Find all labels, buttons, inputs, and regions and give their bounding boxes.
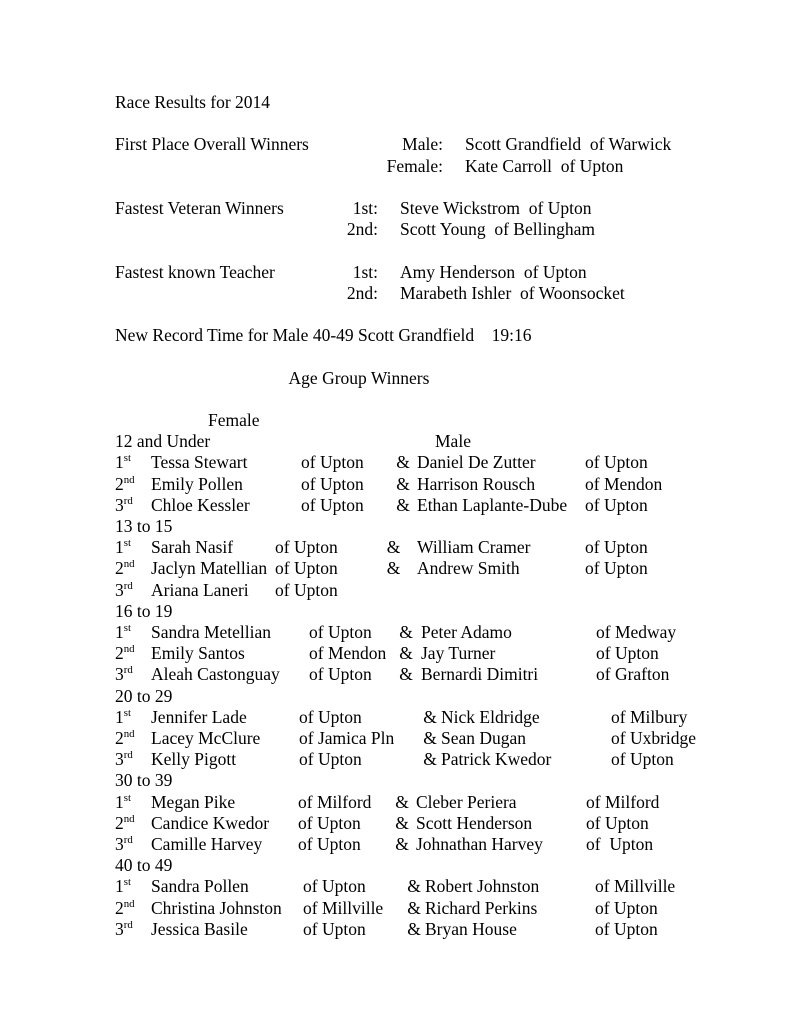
age-group-results xyxy=(115,431,715,940)
female-winner-name: Sandra Metellian xyxy=(151,621,272,642)
teacher-label-spacer xyxy=(115,283,320,304)
male-winner-name: Robert Johnston xyxy=(425,876,540,897)
female-winner-name: Emily Pollen xyxy=(151,473,243,494)
ampersand-separator: & xyxy=(399,664,413,685)
female-winner-town: of Mendon xyxy=(309,643,387,664)
place-number: 1 xyxy=(115,706,124,727)
female-winner-town: of Upton xyxy=(309,621,372,642)
age-group xyxy=(115,855,715,940)
place-number: 1 xyxy=(115,537,124,558)
male-winner-name: Andrew Smith xyxy=(417,558,520,579)
ampersand-separator: & xyxy=(395,791,409,812)
age-group-title: 20 to 29 xyxy=(115,685,173,706)
female-winner-name: Jennifer Lade xyxy=(151,706,247,727)
first-place-block xyxy=(115,134,715,176)
ampersand-separator: & xyxy=(423,727,437,748)
ampersand-separator: & xyxy=(423,706,437,727)
female-winner-name: Megan Pike xyxy=(151,791,236,812)
teacher-row-first xyxy=(115,262,715,283)
female-winner-town: of Upton xyxy=(299,706,362,727)
female-winner-name: Sandra Pollen xyxy=(151,876,249,897)
male-winner-name: Peter Adamo xyxy=(421,621,512,642)
female-winner-town: of Upton xyxy=(303,918,366,939)
age-group-title: 40 to 49 xyxy=(115,855,173,876)
teacher-row-second xyxy=(115,283,715,304)
column-header-male: Male xyxy=(435,431,471,452)
age-group xyxy=(115,516,715,601)
ampersand-separator: & xyxy=(407,897,421,918)
place-number: 3 xyxy=(115,834,124,854)
veteran-row-first xyxy=(115,198,715,219)
male-winner-town: of Upton xyxy=(586,812,649,833)
place-ordinal xyxy=(115,707,151,728)
place-ordinal xyxy=(115,813,151,834)
document-body xyxy=(115,92,715,940)
place-ordinal xyxy=(115,558,151,579)
place-number: 2 xyxy=(115,558,124,579)
first-place-label: First Place Overall Winners xyxy=(115,134,309,155)
veteran-label-spacer xyxy=(115,219,320,240)
place-number: 2 xyxy=(115,473,124,494)
result-row xyxy=(115,919,715,940)
place-suffix: nd xyxy=(123,728,135,741)
male-winner-name: Bryan House xyxy=(425,918,517,939)
male-winner-name: Jay Turner xyxy=(421,643,496,664)
ampersand-separator: & xyxy=(407,918,421,939)
female-winner-name: Lacey McClure xyxy=(151,727,261,748)
age-group-winners-title: Age Group Winners xyxy=(288,367,430,388)
first-place-value-female: Kate Carroll of Upton xyxy=(465,155,624,176)
age-group xyxy=(115,770,715,855)
female-winner-town: of Upton xyxy=(301,452,364,473)
female-winner-name: Sarah Nasif xyxy=(151,537,234,558)
veteran-value-first: Steve Wickstrom of Upton xyxy=(400,197,592,218)
place-number: 3 xyxy=(115,494,124,515)
result-row xyxy=(115,749,715,770)
female-winner-name: Tessa Stewart xyxy=(151,452,248,473)
place-number: 2 xyxy=(115,812,124,833)
place-ordinal xyxy=(115,622,151,643)
first-place-row-male xyxy=(115,134,715,155)
male-winner-town: of Upton xyxy=(585,558,648,579)
teacher-value-second: Marabeth Ishler of Woonsocket xyxy=(400,282,625,303)
veteran-label: Fastest Veteran Winners xyxy=(115,197,284,218)
ampersand-separator: & xyxy=(399,643,413,664)
male-winner-town: of Milbury xyxy=(611,706,688,727)
male-winner-name: Richard Perkins xyxy=(425,897,538,918)
veteran-value-second: Scott Young of Bellingham xyxy=(400,219,595,240)
place-number: 2 xyxy=(115,897,124,918)
male-winner-name: Nick Eldridge xyxy=(441,706,540,727)
place-ordinal xyxy=(115,834,151,855)
column-header-female: Female xyxy=(208,409,260,430)
result-row xyxy=(115,643,715,664)
male-winner-name: Harrison Rousch xyxy=(417,473,536,494)
male-winner-town: of Grafton xyxy=(596,664,670,685)
male-winner-name: Johnathan Harvey xyxy=(416,834,543,854)
place-suffix: rd xyxy=(123,834,133,847)
ampersand-separator: & xyxy=(396,473,410,494)
male-winner-town: of Upton xyxy=(611,749,674,770)
place-ordinal xyxy=(115,898,151,919)
place-number: 1 xyxy=(115,452,124,473)
place-ordinal xyxy=(115,728,151,749)
male-winner-town: of Upton xyxy=(586,834,654,854)
place-suffix: rd xyxy=(123,579,133,592)
male-winner-town: of Upton xyxy=(595,918,658,939)
female-winner-name: Aleah Castonguay xyxy=(151,664,280,685)
age-group xyxy=(115,431,715,516)
ampersand-separator: & xyxy=(407,876,421,897)
first-place-label-spacer xyxy=(115,156,357,177)
spacer xyxy=(115,346,715,367)
female-winner-town: of Upton xyxy=(309,664,372,685)
place-ordinal xyxy=(115,537,151,558)
age-group-title: 12 and Under xyxy=(115,431,211,452)
male-winner-town: of Milford xyxy=(586,791,660,812)
result-row xyxy=(115,792,715,813)
first-place-key-male: Male: xyxy=(402,134,443,155)
female-winner-name: Chloe Kessler xyxy=(151,494,250,515)
first-place-value-male: Scott Grandfield of Warwick xyxy=(465,134,672,155)
age-group-title: 16 to 19 xyxy=(115,600,173,621)
ampersand-separator: & xyxy=(386,558,401,579)
teacher-key-first: 1st: xyxy=(352,261,378,282)
place-suffix: nd xyxy=(123,897,135,910)
place-number: 3 xyxy=(115,918,124,939)
result-row xyxy=(115,664,715,685)
result-row xyxy=(115,474,715,495)
result-row xyxy=(115,728,715,749)
place-ordinal xyxy=(115,792,151,813)
teacher-value-first: Amy Henderson of Upton xyxy=(400,261,587,282)
female-winner-town: of Millville xyxy=(303,897,384,918)
place-ordinal xyxy=(115,876,151,897)
place-number: 1 xyxy=(115,791,124,812)
female-winner-name: Christina Johnston xyxy=(151,897,282,918)
result-row xyxy=(115,707,715,728)
place-suffix: st xyxy=(123,706,131,719)
veteran-key-second: 2nd: xyxy=(346,219,378,240)
male-winner-name: Bernardi Dimitri xyxy=(421,664,539,685)
female-winner-town: of Jamica Pln xyxy=(299,727,395,748)
spacer xyxy=(115,410,715,431)
ampersand-separator: & xyxy=(399,621,413,642)
male-winner-name: Sean Dugan xyxy=(441,727,527,748)
ampersand-separator: & xyxy=(396,494,410,515)
place-suffix: rd xyxy=(123,494,133,507)
place-suffix: rd xyxy=(123,918,133,931)
veteran-key-first: 1st: xyxy=(352,197,378,218)
place-suffix: rd xyxy=(123,664,133,677)
place-suffix: st xyxy=(123,537,131,550)
place-ordinal xyxy=(115,643,151,664)
ampersand-separator: & xyxy=(396,452,410,473)
female-winner-name: Camille Harvey xyxy=(151,834,263,854)
result-row xyxy=(115,580,715,601)
age-group xyxy=(115,686,715,771)
result-row xyxy=(115,876,715,897)
female-winner-town: of Upton xyxy=(303,876,366,897)
female-winner-name: Jessica Basile xyxy=(151,918,248,939)
result-row xyxy=(115,495,715,516)
spacer xyxy=(115,113,715,134)
male-winner-town: of Medway xyxy=(596,621,677,642)
age-group-title: 30 to 39 xyxy=(115,770,173,791)
place-number: 2 xyxy=(115,643,124,664)
ampersand-separator: & xyxy=(395,812,409,833)
female-winner-town: of Upton xyxy=(299,749,362,770)
first-place-row-female xyxy=(115,156,715,177)
female-winner-name: Candice Kwedor xyxy=(151,812,270,833)
female-winner-name: Kelly Pigott xyxy=(151,749,237,770)
place-suffix: nd xyxy=(123,473,135,486)
place-ordinal xyxy=(115,474,151,495)
male-winner-name: Cleber Periera xyxy=(416,791,517,812)
page-title: Race Results for 2014 xyxy=(115,92,271,112)
teacher-label: Fastest known Teacher xyxy=(115,261,275,282)
place-suffix: st xyxy=(123,876,131,889)
female-winner-town: of Upton xyxy=(301,494,364,515)
ampersand-separator: & xyxy=(395,834,409,854)
female-winner-town: of Upton xyxy=(275,558,338,579)
female-winner-town: of Upton xyxy=(298,812,361,833)
result-row xyxy=(115,622,715,643)
spacer xyxy=(115,240,715,261)
place-ordinal xyxy=(115,919,151,940)
male-winner-name: William Cramer xyxy=(417,537,531,558)
age-group-title: 13 to 15 xyxy=(115,515,173,536)
ampersand-separator: & xyxy=(386,537,401,558)
place-number: 1 xyxy=(115,621,124,642)
age-group xyxy=(115,601,715,686)
place-ordinal xyxy=(115,580,151,601)
female-winner-name: Jaclyn Matellian xyxy=(151,558,268,579)
male-winner-name: Patrick Kwedor xyxy=(441,749,552,770)
place-suffix: nd xyxy=(123,558,135,571)
male-winner-name: Scott Henderson xyxy=(416,812,533,833)
place-number: 3 xyxy=(115,664,124,685)
place-number: 3 xyxy=(115,749,124,770)
male-winner-town: of Mendon xyxy=(585,473,663,494)
female-winner-name: Emily Santos xyxy=(151,643,245,664)
spacer xyxy=(115,304,715,325)
place-suffix: st xyxy=(123,622,131,635)
place-ordinal xyxy=(115,495,151,516)
ampersand-separator: & xyxy=(423,749,437,770)
male-winner-town: of Upton xyxy=(585,537,648,558)
female-winner-town: of Upton xyxy=(301,473,364,494)
male-winner-town: of Upton xyxy=(585,452,648,473)
new-record-line: New Record Time for Male 40-49 Scott Grandfield 19:16 xyxy=(115,325,532,346)
teacher-block xyxy=(115,262,715,304)
male-winner-name: Daniel De Zutter xyxy=(417,452,536,473)
male-winner-name: Ethan Laplante-Dube xyxy=(417,494,568,515)
result-row xyxy=(115,898,715,919)
place-number: 1 xyxy=(115,876,124,897)
result-row xyxy=(115,452,715,473)
male-winner-town: of Upton xyxy=(596,643,659,664)
place-suffix: st xyxy=(123,791,131,804)
female-winner-name: Ariana Laneri xyxy=(151,579,249,600)
spacer xyxy=(115,177,715,198)
male-winner-town: of Upton xyxy=(595,897,658,918)
veteran-block xyxy=(115,198,715,240)
result-row xyxy=(115,813,715,834)
female-winner-town: of Upton xyxy=(298,834,361,854)
female-winner-town: of Upton xyxy=(275,579,338,600)
veteran-row-second xyxy=(115,219,715,240)
place-suffix: rd xyxy=(123,749,133,762)
result-row xyxy=(115,834,715,855)
result-row xyxy=(115,537,715,558)
teacher-key-second: 2nd: xyxy=(346,282,378,303)
place-number: 2 xyxy=(115,727,124,748)
male-winner-town: of Millville xyxy=(595,876,676,897)
place-suffix: nd xyxy=(123,812,135,825)
female-winner-town: of Upton xyxy=(275,537,338,558)
result-row xyxy=(115,558,715,579)
male-winner-town: of Upton xyxy=(585,494,648,515)
female-winner-town: of Milford xyxy=(298,791,372,812)
place-ordinal xyxy=(115,664,151,685)
male-winner-town: of Uxbridge xyxy=(611,727,697,748)
place-suffix: st xyxy=(123,452,131,465)
place-suffix: nd xyxy=(123,643,135,656)
place-ordinal xyxy=(115,749,151,770)
first-place-key-female: Female: xyxy=(386,155,443,176)
place-number: 3 xyxy=(115,579,124,600)
